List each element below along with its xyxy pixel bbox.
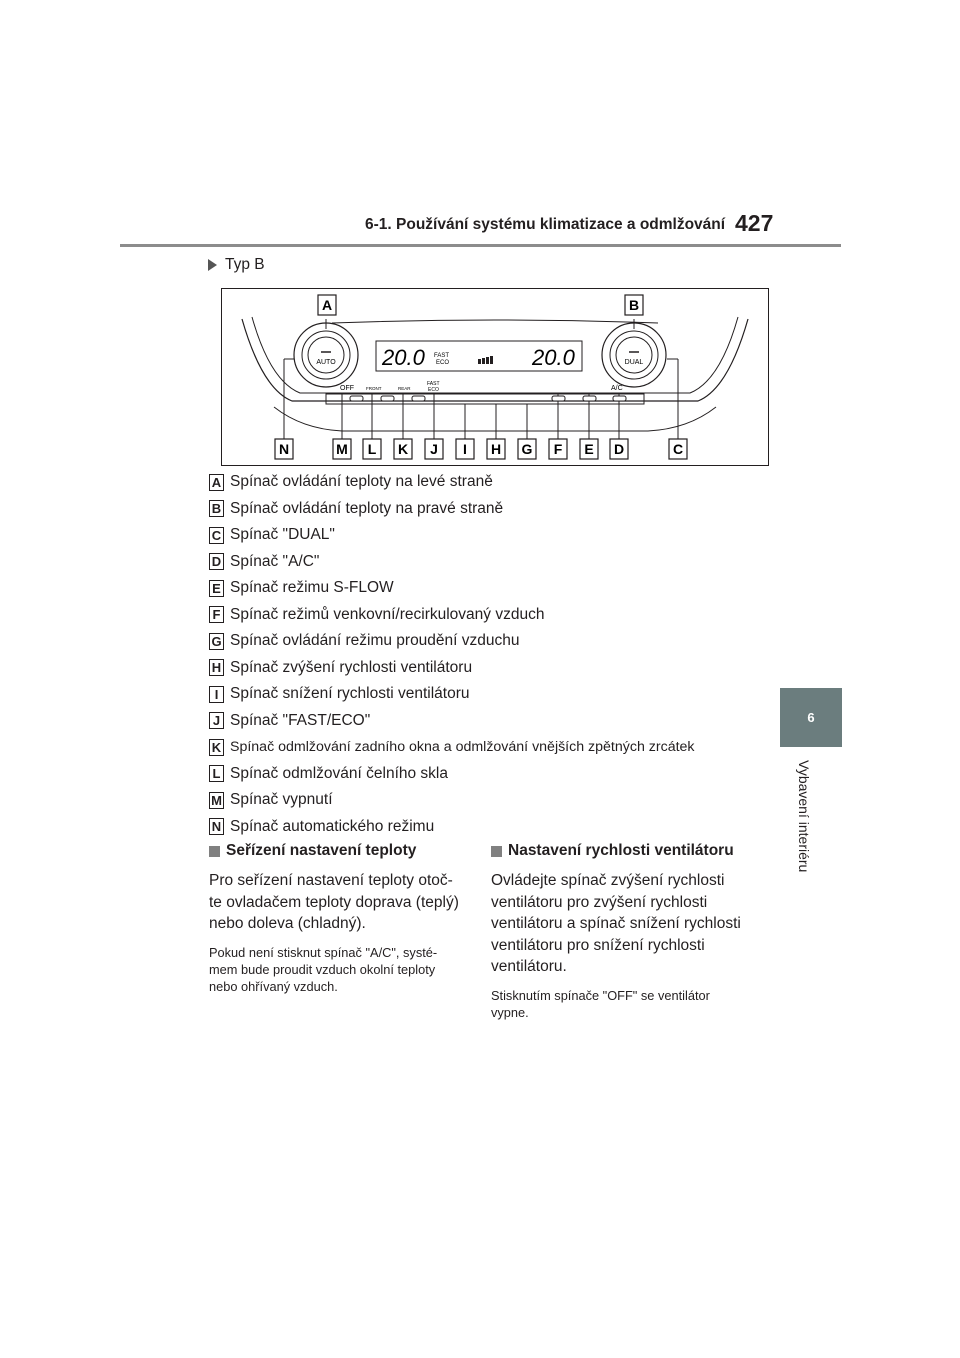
legend-item bbox=[209, 711, 370, 731]
legend-item bbox=[209, 472, 493, 492]
left-heading-text: Seřízení nastavení teploty bbox=[226, 842, 417, 859]
legend-text: Spínač ovládání teploty na pravé straně bbox=[230, 499, 504, 517]
right-section-heading bbox=[491, 842, 747, 860]
legend-text: Spínač ovládání teploty na levé straně bbox=[230, 473, 493, 490]
legend-key: D bbox=[209, 553, 224, 570]
callout-i: I bbox=[463, 441, 467, 457]
callout-f: F bbox=[553, 441, 563, 457]
legend-text: Spínač odmlžování zadního okna a odmlžování vnějších zpětných zrcátek bbox=[230, 739, 695, 755]
right-section bbox=[491, 842, 747, 1021]
legend-item bbox=[209, 578, 394, 598]
callout-e: E bbox=[584, 441, 594, 457]
callout-g: G bbox=[521, 441, 533, 457]
legend-key: N bbox=[209, 818, 224, 835]
legend-item bbox=[209, 737, 695, 757]
callout-j: J bbox=[430, 441, 438, 457]
left-section-note: Pokud není stisknut spínač "A/C", systé-mem bude proudit vzduch okolní teploty nebo ohřívaný vzduch. bbox=[209, 944, 438, 994]
legend-item bbox=[209, 764, 448, 784]
callout-m: M bbox=[336, 441, 348, 457]
legend-item bbox=[209, 658, 472, 678]
legend-item bbox=[209, 605, 544, 625]
eco-button-label: ECO bbox=[428, 387, 439, 393]
callout-c: C bbox=[672, 441, 684, 457]
legend-key: L bbox=[209, 765, 224, 782]
legend-text: Spínač automatického režimu bbox=[230, 817, 435, 835]
callout-d: D bbox=[613, 441, 625, 457]
legend-text: Spínač vypnutí bbox=[230, 791, 333, 808]
left-section-body: Pro seřízení nastavení teploty otoč-te ovladačem teploty doprava (teplý) nebo doleva (chladný). bbox=[209, 872, 459, 932]
legend-key: F bbox=[209, 606, 224, 623]
legend-item bbox=[209, 631, 520, 651]
callout-h: H bbox=[490, 441, 502, 457]
legend-key: M bbox=[209, 792, 224, 809]
legend-text: Spínač "FAST/ECO" bbox=[230, 711, 371, 729]
climate-panel-figure bbox=[221, 288, 769, 466]
dual-knob-label: DUAL bbox=[624, 359, 644, 366]
legend-key: A bbox=[209, 474, 224, 491]
legend-key: I bbox=[209, 686, 224, 703]
square-bullet-icon bbox=[209, 846, 220, 857]
page-number: 427 bbox=[735, 210, 774, 236]
legend-key: B bbox=[209, 500, 224, 517]
climate-panel-illustration bbox=[222, 289, 768, 465]
ac-button-label: A/C bbox=[611, 385, 623, 392]
legend-item bbox=[209, 817, 434, 837]
legend-key: J bbox=[209, 712, 224, 729]
legend-text: Spínač ovládání režimu proudění vzduchu bbox=[230, 632, 520, 649]
callout-k: K bbox=[397, 441, 409, 457]
left-section bbox=[209, 842, 465, 995]
legend-item bbox=[209, 499, 503, 519]
display-eco-label: ECO bbox=[436, 360, 450, 366]
display-fast-label: FAST bbox=[434, 353, 450, 359]
triangle-bullet-icon bbox=[208, 259, 217, 271]
off-button-label: OFF bbox=[340, 385, 354, 392]
section-title: 6-1. Používání systému klimatizace a odmlžování bbox=[365, 216, 726, 233]
chapter-tab: 6 bbox=[780, 688, 842, 747]
callout-b: B bbox=[628, 297, 640, 313]
right-temp-readout: 20.0 bbox=[532, 345, 575, 370]
legend-item bbox=[209, 790, 333, 810]
fast-button-label: FAST bbox=[427, 381, 440, 387]
chapter-title: Vybavení interiéru bbox=[796, 760, 812, 873]
front-button-label: FRONT bbox=[366, 386, 382, 391]
legend-text: Spínač odmlžování čelního skla bbox=[230, 764, 448, 782]
type-label bbox=[208, 256, 265, 274]
legend-text: Spínač snížení rychlosti ventilátoru bbox=[230, 685, 470, 702]
auto-knob-label: AUTO bbox=[316, 359, 336, 366]
right-heading-text: Nastavení rychlosti ventilátoru bbox=[508, 842, 734, 859]
legend-text: Spínač režimů venkovní/recirkulovaný vzduch bbox=[230, 605, 545, 623]
legend-text: Spínač "A/C" bbox=[230, 552, 320, 570]
legend-key: E bbox=[209, 580, 224, 597]
type-label-text: Typ B bbox=[225, 256, 265, 273]
right-section-note: Stisknutím spínače "OFF" se ventilátor vypne. bbox=[491, 987, 710, 1020]
legend-item bbox=[209, 552, 319, 572]
legend-item bbox=[209, 525, 335, 545]
rear-button-label: REAR bbox=[398, 386, 411, 391]
legend-item bbox=[209, 684, 470, 704]
left-section-heading bbox=[209, 842, 465, 860]
callout-l: L bbox=[367, 441, 377, 457]
legend-key: H bbox=[209, 659, 224, 676]
legend-text: Spínač "DUAL" bbox=[230, 526, 335, 543]
callout-a: A bbox=[321, 297, 333, 313]
legend-key: C bbox=[209, 527, 224, 544]
left-temp-readout: 20.0 bbox=[382, 345, 425, 370]
legend-key: K bbox=[209, 739, 224, 756]
legend-text: Spínač režimu S-FLOW bbox=[230, 579, 394, 596]
right-section-body: Ovládejte spínač zvýšení rychlosti ventilátoru pro zvýšení rychlosti ventilátoru a spínač snížení rychlosti ventilátoru pro snížení rychlosti ventilátoru. bbox=[491, 872, 741, 975]
square-bullet-icon bbox=[491, 846, 502, 857]
legend-text: Spínač zvýšení rychlosti ventilátoru bbox=[230, 658, 473, 676]
legend-key: G bbox=[209, 633, 224, 650]
callout-n: N bbox=[278, 441, 290, 457]
header-rule bbox=[120, 244, 841, 247]
